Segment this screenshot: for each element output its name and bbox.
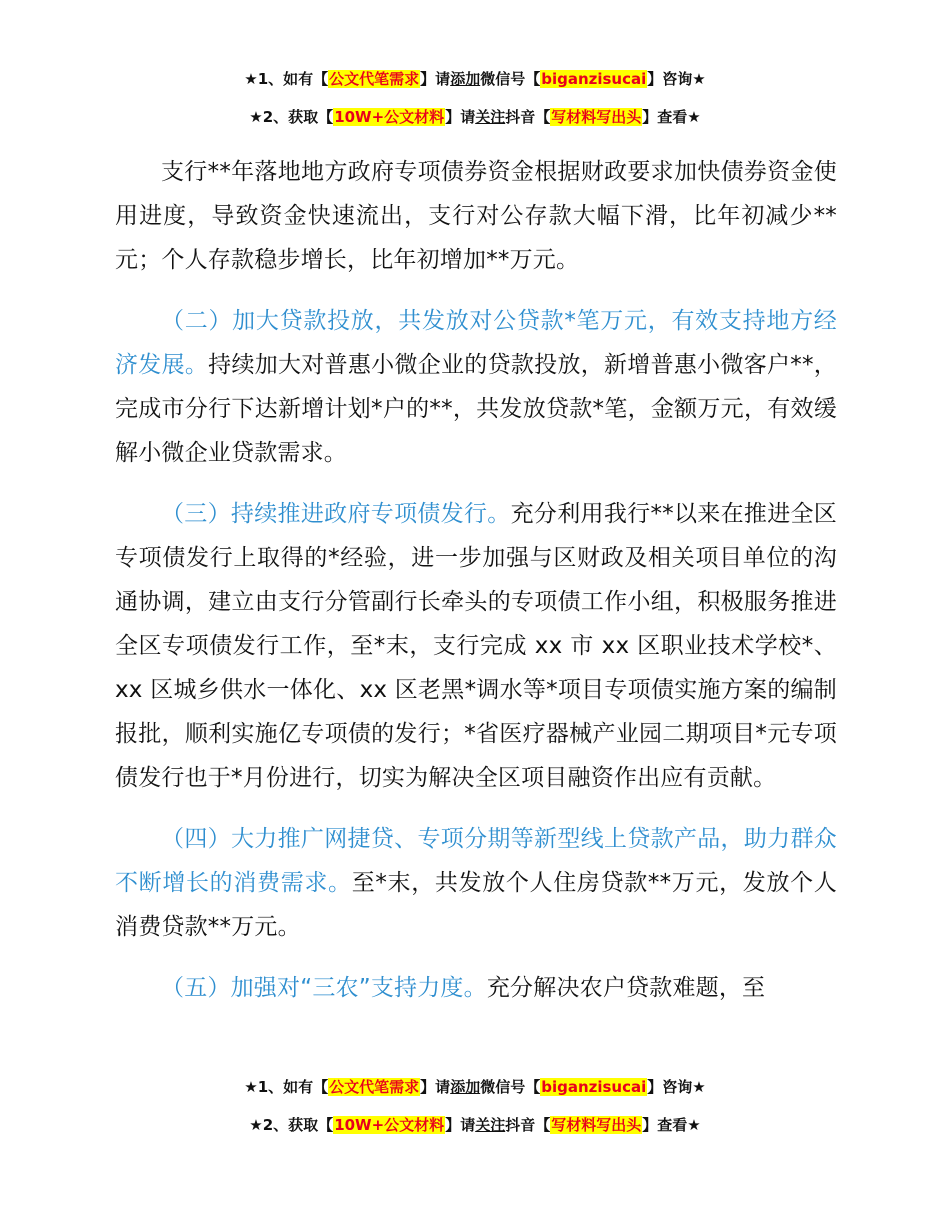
banner-text: 抖音【 bbox=[505, 1116, 551, 1134]
paragraph-deposits bbox=[115, 150, 837, 282]
header-banner-line-2 bbox=[0, 106, 950, 128]
banner-text: 】咨询★ bbox=[647, 1078, 706, 1096]
paragraph-text: 支行**年落地地方政府专项债券资金根据财政要求加快债券资金使用进度，导致资金快速流出，支行对公存款大幅下滑，比年初减少**元；个人存款稳步增长，比年初增加**万元。 bbox=[115, 159, 837, 273]
banner-text: 微信号【 bbox=[480, 70, 541, 88]
star-icon: ★ bbox=[249, 1116, 263, 1134]
star-icon: ★ bbox=[244, 70, 258, 88]
highlight-service: 公文代笔需求 bbox=[329, 1078, 420, 1096]
banner-text: 1、如有【 bbox=[257, 1078, 329, 1096]
document-body bbox=[115, 150, 837, 1027]
paragraph-heading: （五）加强对“三农”支持力度。 bbox=[161, 975, 487, 1001]
paragraph-special-bonds bbox=[115, 492, 837, 800]
banner-text: 】请 bbox=[420, 1078, 451, 1096]
emphasis-add: 添加 bbox=[450, 1078, 481, 1096]
banner-text: 】查看★ bbox=[642, 1116, 701, 1134]
paragraph-heading: （二）加大贷款投放，共发放对公贷款*笔万元，有效支持地方经济发展。 bbox=[115, 308, 837, 378]
highlight-douyin-account: 写材料写出头 bbox=[551, 1116, 642, 1134]
highlight-materials: 10W+公文材料 bbox=[334, 108, 445, 126]
paragraph-text: 至*末，共发放个人住房贷款**万元，发放个人消费贷款**万元。 bbox=[115, 870, 837, 940]
banner-text: 】查看★ bbox=[642, 108, 701, 126]
emphasis-add: 添加 bbox=[450, 70, 481, 88]
paragraph-agriculture bbox=[115, 966, 837, 1010]
paragraph-online-loans bbox=[115, 817, 837, 949]
highlight-wechat-id: biganzisucai bbox=[541, 70, 647, 88]
banner-text: 1、如有【 bbox=[257, 70, 329, 88]
banner-text: 】请 bbox=[445, 108, 476, 126]
highlight-douyin-account: 写材料写出头 bbox=[551, 108, 642, 126]
paragraph-loans bbox=[115, 299, 837, 475]
emphasis-follow: 关注 bbox=[475, 1116, 506, 1134]
banner-text: 】请 bbox=[445, 1116, 476, 1134]
paragraph-heading: （三）持续推进政府专项债发行。 bbox=[161, 501, 511, 527]
banner-text: 2、获取【 bbox=[262, 108, 334, 126]
paragraph-text: 充分解决农户贷款难题，至 bbox=[486, 975, 766, 1001]
highlight-materials: 10W+公文材料 bbox=[334, 1116, 445, 1134]
footer-banner-line-2 bbox=[0, 1114, 950, 1136]
star-icon: ★ bbox=[244, 1078, 258, 1096]
banner-text: 】请 bbox=[420, 70, 451, 88]
paragraph-heading: （四）大力推广网捷贷、专项分期等新型线上贷款产品，助力群众不断增长的消费需求。 bbox=[115, 826, 837, 896]
banner-text: 微信号【 bbox=[480, 1078, 541, 1096]
banner-text: 2、获取【 bbox=[262, 1116, 334, 1134]
highlight-wechat-id: biganzisucai bbox=[541, 1078, 647, 1096]
banner-text: 抖音【 bbox=[505, 108, 551, 126]
header-banner-line-1 bbox=[0, 68, 950, 90]
footer-banner-line-1 bbox=[0, 1076, 950, 1098]
star-icon: ★ bbox=[249, 108, 263, 126]
emphasis-follow: 关注 bbox=[475, 108, 506, 126]
paragraph-text: 持续加大对普惠小微企业的贷款投放，新增普惠小微客户**，完成市分行下达新增计划*户的**，共发放贷款*笔，金额万元，有效缓解小微企业贷款需求。 bbox=[115, 352, 837, 466]
paragraph-text: 充分利用我行**以来在推进全区专项债发行上取得的*经验，进一步加强与区财政及相关项目单位的沟通协调，建立由支行分管副行长牵头的专项债工作小组，积极服务推进全区专项债发行工作，至*末，支行完成 xx 市 xx 区职业技术学校*、xx 区城乡供水一体化、xx 区老黑*调水等*项目专项债实施方案的编制报批，顺利实施亿专项债的发行；*省医疗器械产业园二期项目*元专项债发行也于*月份进行，切实为解决全区项目融资作出应有贡献。 bbox=[115, 501, 838, 791]
banner-text: 】咨询★ bbox=[647, 70, 706, 88]
highlight-service: 公文代笔需求 bbox=[329, 70, 420, 88]
